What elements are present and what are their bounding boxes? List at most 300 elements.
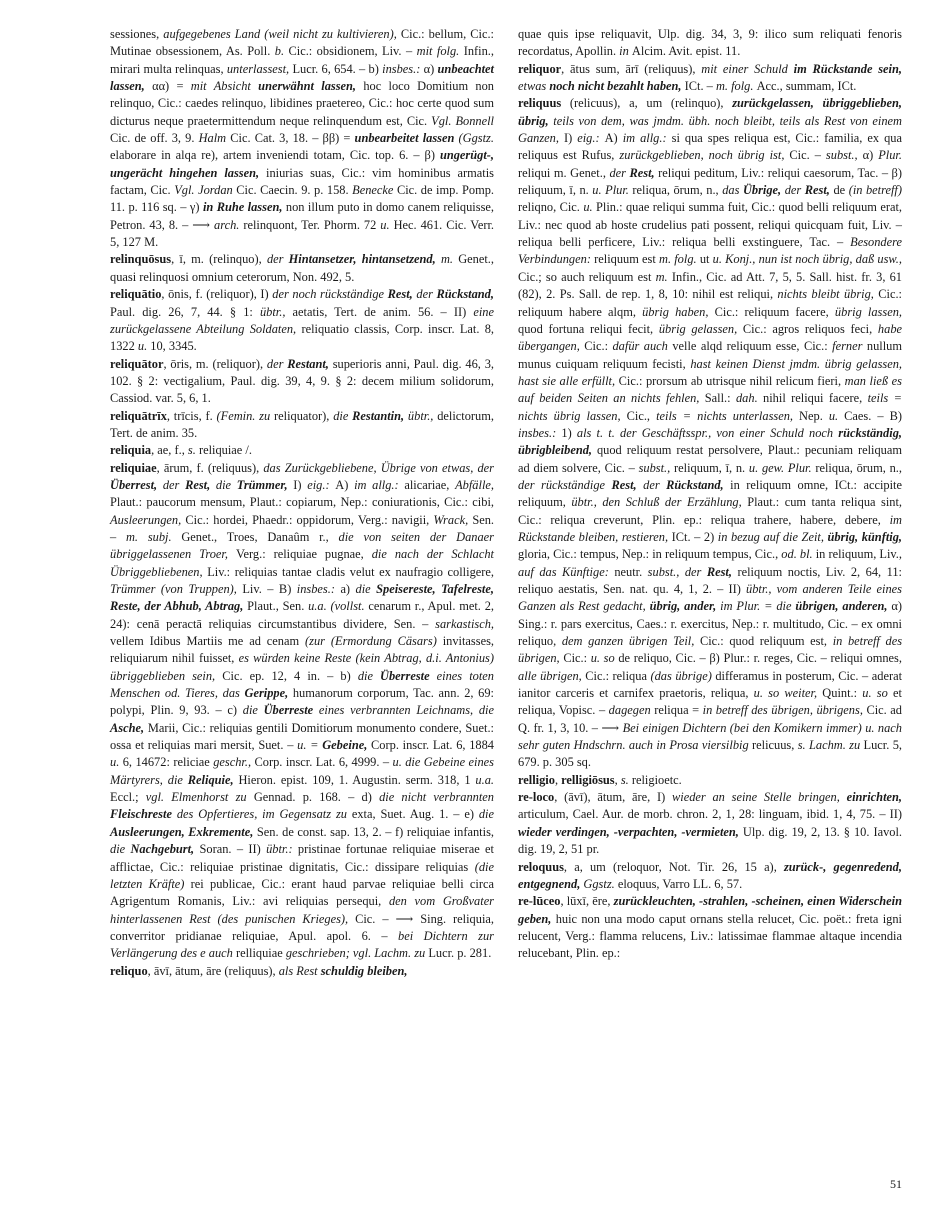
entry-text: der [784, 183, 805, 198]
entry-text: quod reliquum restat persolvere, Plaut.: pecuniam reliquam ad diem solvere, Cic. – [518, 443, 902, 475]
entry-text: in bezug auf die Zeit, [717, 529, 828, 544]
entry-text: schuldig bleiben, [320, 963, 408, 978]
entry-text: nullum munus cuiquam reliquum fecisti, [518, 339, 902, 371]
entry-text: I) [563, 131, 578, 146]
entry-text: od. bl. [781, 547, 816, 562]
entry-text: dagegen [608, 703, 655, 718]
entry-text: übrig, ander, [649, 599, 721, 614]
entry-text: Quint.: [822, 686, 863, 701]
entry-text: zurückleuchten, -strahlen, -scheinen, einen Widerschein geben, [518, 894, 902, 926]
dictionary-entry [110, 408, 494, 443]
entry-text: Halm [198, 131, 231, 146]
entry-text: a) [340, 582, 356, 596]
entry-text: die [110, 842, 131, 857]
entry-text: wieder verdingen, -verpachten, -vermieten, [518, 824, 743, 839]
entry-text: Überreste [263, 703, 319, 718]
headword: reliquor [518, 61, 562, 76]
entry-text: delictorum, Tert. de anim. 35. [110, 408, 494, 440]
entry-text: die nicht verbrannten [379, 790, 494, 805]
entry-text: I) [293, 477, 308, 492]
entry-text: alle übrigen, [518, 668, 586, 683]
entry-text: Cic.: obsidionem, Liv. – [288, 44, 417, 59]
entry-text: teils von dem, was jmdm. übh. noch bleibt, teils als Rest von einem Ganzen, [518, 113, 902, 146]
entry-text: , ōris, m. (reliquor), [163, 356, 267, 371]
entry-text: pristinae fortunae reliquiae miserae et afflictae, Cic.: reliquiae pristinae dignitatis, Cic.: dissipare reliquias [110, 842, 494, 874]
entry-text: relicuus, [752, 738, 798, 753]
headword: relligio [518, 772, 555, 787]
entry-text: quae quis ipse reliquavit, Ulp. dig. 34, 3, 9: ilico sum reliquati fenoris recordatus, Apollin. [518, 27, 902, 59]
entry-text: relinquont, Ter. Phorm. 72 [243, 217, 381, 232]
entry-text: Cic.: [584, 339, 613, 354]
entry-text: reliqua, ōrum, n., [815, 460, 902, 475]
entry-text: eines toten Menschen od. Tieres, das [110, 668, 494, 701]
entry-text: u. [137, 339, 151, 354]
entry-text: insbes.: [296, 582, 341, 596]
entry-text: α) [862, 148, 879, 163]
entry-text: die von seiten der Danaer übriggelassenen Troer, [110, 529, 494, 562]
entry-text: , trīcis, f. [166, 408, 217, 423]
entry-text: Cic.: prorsum ab utrisque nihil relicum fieri, [618, 373, 845, 388]
entry-text: Cic.: bellum, Cic.: Mutinae obsessionem, As. Poll. [110, 27, 494, 59]
entry-text: et reliqua, Vopisc. – [518, 686, 902, 718]
entry-text: , ātus sum, ārī (reliquus), [561, 61, 702, 76]
entry-text: Cic. – ⟶ Sing. reliquia, converritor pridianae reliquiae, Apul. apol. 6. – [110, 911, 494, 943]
headword: reliquo [110, 963, 148, 978]
entry-text: Cic. de imp. Pomp. 11. p. 116 sq. – γ) [110, 183, 494, 215]
entry-text: humanorum corporum, Tac. ann. 2, 69: polypi, Plin. 9, 93. – c) [110, 686, 494, 718]
entry-text: mit folg. [416, 44, 464, 59]
entry-text: die [478, 807, 494, 822]
entry-text: nihil reliqui facere, [763, 391, 868, 406]
entry-text: aufgegebenes Land (weil nicht zu kultivieren), [163, 27, 401, 41]
entry-text: eig.: [307, 477, 336, 492]
entry-text: des Opfertieres, im Gegensatz zu [176, 807, 352, 822]
dictionary-entry [518, 95, 902, 771]
headword: re-loco [518, 790, 555, 805]
entry-text: in betreff des übrigen, übrigens, [702, 703, 867, 718]
dictionary-entry [518, 26, 902, 61]
entry-text: Acc., summam, ICt. [756, 79, 857, 94]
entry-text: Corp. inscr. Lat. 6, 1884 [371, 738, 495, 753]
entry-text: m. [655, 269, 672, 284]
page-number: 51 [890, 1177, 902, 1191]
entry-text: A) [335, 477, 355, 492]
entry-text: (relicuus), a, um (relinquo), [561, 96, 733, 111]
entry-text: exta, Suet. Aug. 1. – e) [351, 807, 479, 822]
entry-text: habe übergangen, [518, 321, 903, 354]
entry-text: non illum puto in domo canem reliquisse, Petron. 43, 8. – ⟶ [110, 200, 494, 232]
entry-text: Plaut., Sen. [247, 599, 309, 614]
entry-text: Cic.: hordei, Phaedr.: oppidorum, Verg.: navigii, [185, 512, 434, 527]
entry-text: eines verbrannten Leichnams, die [318, 703, 494, 718]
entry-text: Asche, [110, 720, 148, 735]
entry-text: übtr., [407, 408, 438, 423]
entry-text: zurückgelassen, übriggeblieben, übrig, [518, 96, 902, 128]
entry-text: Liv.: reliquias tantae cladis velut ex naufragio colligere, [207, 564, 494, 579]
entry-text: u. so weiter, [753, 686, 823, 701]
entry-text: Rest, [611, 477, 644, 492]
entry-text: Cic.: reliquum habere alqm, [518, 287, 902, 319]
right-column [518, 26, 902, 963]
entry-text: noch nicht bezahlt haben, [549, 79, 685, 94]
entry-text: reliquum, ī, n. [674, 460, 749, 475]
entry-text: Übrige, [742, 183, 785, 198]
entry-text: u. Plur. [592, 183, 633, 198]
entry-text: velle alqd reliquum esse, Cic.: [672, 339, 833, 354]
dictionary-entry [518, 859, 902, 894]
entry-text: Liv. – B) [242, 582, 297, 596]
entry-text: wieder an seine Stelle bringen, [672, 790, 847, 805]
entry-text: neutr. [614, 564, 648, 579]
entry-text: Gennad. p. 168. – d) [253, 790, 380, 805]
entry-text: reliquiae /. [198, 443, 252, 458]
entry-text: sessiones, [110, 27, 164, 41]
entry-text: Rest, [185, 477, 216, 492]
entry-text: m. folg. [715, 79, 757, 94]
headword: relligiōsus [561, 772, 615, 787]
entry-text: geschr., [213, 755, 255, 770]
entry-text: 10, 3345. [150, 339, 197, 354]
entry-text: Caes. – B) [844, 408, 902, 423]
entry-text: (in betreff) [848, 183, 903, 198]
entry-text: Cic.: reliqua [585, 668, 651, 683]
entry-text: Cic. Caecin. 9. p. 158. [236, 183, 353, 198]
entry-text: einrichten, [846, 790, 902, 805]
entry-text: teils = nichts unterlassen, [656, 408, 800, 423]
entry-text: u. [583, 200, 597, 215]
entry-text: Rest, [629, 165, 659, 180]
entry-text: , ōnis, f. (reliquor), I) [161, 287, 273, 302]
entry-text: , lūxī, ēre, [560, 894, 614, 909]
headword: relinquōsus [110, 252, 172, 267]
entry-text: der [609, 165, 630, 180]
entry-text: Cic. ep. 12, 4 in. – b) [222, 668, 358, 683]
entry-text: vellem Idibus Martiis me ad cenam [110, 634, 306, 649]
entry-text: reliquum est [594, 252, 660, 267]
entry-text: u.a. [475, 772, 495, 787]
entry-text: u. [380, 217, 394, 232]
entry-text: Cic.: [563, 651, 591, 666]
entry-text: Marii, Cic.: reliquias gentili Domitiorum monumento condere, Suet.: ossa et reliquias mari mersit, Suet. – [110, 720, 494, 753]
entry-text: reliqua, ōrum, n., [632, 183, 723, 198]
entry-text: Hieron. epist. 109, 1. Augustin. serm. 318, 1 [238, 772, 476, 787]
entry-text: Plin.: quae reliqui summa fuit, Cic.: quod belli reliquum erat, Liv.: nec quod ab hoste crudelius pati possent, reliqui quicquam fuit, Liv. – reliqua belli perficere, Liv.: reliqua belli exstinguere, Tac. – [518, 200, 903, 250]
entry-text: Paul. dig. 26, 7, 44. § 1: [110, 304, 260, 319]
entry-text: huic non una modo caput ornans stella relucet, Cic. poët.: freta igni relucent, Verg.: flamma relucens, Liv.: latissimae flammae altaque incendia relucebant, Plin. ep.: [518, 911, 902, 961]
entry-text: dem ganzen übrigen Teil, [561, 634, 700, 649]
entry-text: Eccl.; [110, 790, 146, 805]
entry-text: etwas [518, 79, 550, 94]
entry-text: bei Dichtern zur Verlängerung des e auch [110, 928, 494, 961]
dictionary-entry [518, 893, 902, 962]
entry-text: das Zurückgebliebene, Übrige von etwas, der [263, 460, 494, 475]
entry-text: dafür auch [612, 339, 673, 354]
entry-text: nichts bleibt übrig, [777, 287, 879, 302]
entry-text: Rückstand, [666, 477, 731, 492]
entry-text: m. subj. [125, 529, 182, 544]
entry-text: Benecke [352, 183, 397, 198]
entry-text: hoc loco Domitium non relinquo, Cic.: caedes relinquo, libidines praetereo, Cic.: hoc certe quod sum dicturus neque praetermittendum neque relinquendum est, Cic. [110, 79, 494, 128]
entry-text: mit Absicht [190, 79, 259, 94]
entry-text: als Rest [278, 963, 321, 978]
entry-text: , a, um (reloquor, Not. Tir. 26, 15 a), [563, 859, 784, 874]
entry-text: , ārum, f. (reliquus), [156, 460, 264, 475]
entry-text: Reliquie, [187, 772, 239, 787]
entry-text: der rückständige [518, 477, 612, 492]
entry-text: Speisereste, Tafelreste, Reste, der Abhub, Abtrag, [110, 582, 494, 614]
entry-text: unerwähnt lassen, [258, 79, 364, 94]
headword: reloquus [518, 859, 564, 874]
entry-text: die [357, 668, 381, 683]
dictionary-entry [518, 789, 902, 858]
entry-text: , (āvī), ātum, āre, I) [554, 790, 672, 805]
entry-text: b. [274, 44, 289, 59]
entry-text: Wrack, [433, 512, 473, 527]
entry-text: (die letzten Kräfte) [110, 859, 494, 891]
dictionary-entry [110, 26, 494, 251]
entry-text: rei publicae, Cic.: erant haud parvae reliquiae belli circa Agrigentum Romanis, Liv.: avi reliquias persequi, [110, 876, 494, 909]
entry-text: de reliquo, Cic. – β) Plur.: r. reges, Cic. – reliqui omnes, [618, 651, 902, 666]
entry-text: Restant, [287, 356, 333, 371]
entry-text: die [355, 582, 377, 596]
entry-text: zurückgeblieben, noch übrig ist, [619, 148, 790, 163]
entry-text: Plur. [878, 148, 902, 163]
entry-text: mit einer Schuld [701, 61, 794, 76]
entry-text: Hec. 461. Cic. Verr. 5, 127 M. [110, 217, 495, 250]
entry-text: Trümmer, [236, 477, 294, 492]
entry-text: Cic. de off. 3, 9. [110, 131, 199, 146]
entry-text: Hintansetzer, hintansetzend, [288, 252, 441, 267]
entry-text: Überrest, [110, 477, 163, 492]
entry-text: de [833, 183, 849, 198]
entry-text: zurück-, gegenredend, entgegnend, [518, 859, 902, 891]
entry-text: eloquus, Varro LL. 6, 57. [617, 876, 743, 891]
entry-text: superioris anni, Paul. dig. 46, 3, 102. § 2: vectigalium, Paul. dig. 39, 4, 9. § 2: decem milium solidorum, Cassiod. var. 5, 6, 1. [110, 356, 494, 406]
entry-text: invitasses, reliquiarum nihil fuisset, [110, 634, 494, 666]
entry-text: die [242, 703, 264, 718]
entry-text: si qua spes reliqua est, Cic.: familia, ex qua reliquus est Rufus, [518, 131, 902, 163]
entry-text: das [722, 183, 743, 198]
entry-text: ut [699, 252, 713, 267]
entry-text: reliquatio classis, Corp. inscr. Lat. 8, 1322 [110, 321, 494, 354]
entry-text: m. [440, 252, 459, 267]
entry-text: Cic.: reliquum facere, [714, 304, 835, 319]
entry-text: übrig, künftig, [827, 529, 902, 544]
entry-text: αα) = [152, 79, 191, 94]
entry-text: übtr., vom anderen Teile eines Ganzen als Rest gedacht, [518, 582, 902, 614]
entry-text: 6, 14672: reliciae [122, 755, 214, 770]
dictionary-entry [110, 286, 494, 355]
entry-text: , ī, m. (relinquo), [171, 252, 267, 267]
entry-text: Gebeine, [322, 738, 372, 753]
entry-text: geschrieben; vgl. Lachm. zu [285, 946, 429, 961]
entry-text: Genet., Troes, Danaûm r., [181, 529, 339, 544]
entry-text: übrig haben, [642, 304, 715, 319]
entry-text: Cic. ad Q. fr. 1, 3, 10. – ⟶ [518, 703, 902, 735]
entry-text: Ulp. dig. 19, 2, 13. § 10. Iavol. dig. 19, 2, 51 pr. [518, 824, 902, 857]
left-column [110, 26, 494, 980]
entry-text: insbes.: [518, 425, 562, 440]
entry-text: Ggstz. [583, 876, 618, 891]
entry-text: der [266, 252, 289, 267]
entry-text: teils = nichts übrig lassen, [518, 391, 902, 423]
entry-text: eine zurückgelassene Abteilung Soldaten, [110, 304, 494, 336]
entry-text: Nachgeburt, [130, 842, 200, 857]
dictionary-entry [110, 356, 494, 408]
entry-text: u. gew. Plur. [748, 460, 816, 475]
entry-text: Sen. – [110, 512, 494, 544]
entry-text: Rest, [706, 564, 738, 579]
entry-text: übrig lassen, [834, 304, 902, 319]
entry-text: iniurias suas, Cic.: vim hominibus armatis factam, Cic. [110, 165, 494, 198]
entry-text: unbeachtet lassen, [110, 61, 494, 94]
entry-text: ferner [832, 339, 867, 354]
entry-text: die nach der Schlacht Übriggebliebenen, [110, 547, 494, 579]
entry-text: hast keinen Dienst jmdm. übrig gelassen, hast sie alle erfüllt, [518, 356, 903, 388]
entry-text: rückständig, übrigbleibend, [518, 425, 902, 458]
entry-text: (das übrige) [650, 668, 716, 683]
entry-text: übtr.: [266, 842, 298, 857]
entry-text: differamus in posterum, Cic. – aderat ianitor carceris et carnifex praetoris, reliqua, [518, 668, 903, 701]
headword: reliquiae [110, 460, 157, 475]
dictionary-entry [518, 61, 902, 96]
entry-text: relliquiae [235, 946, 286, 961]
entry-text: articulum, Cael. Aur. de morb. chron. 2, 1, 28: linguam, ibid. 1, 4, 75. – II) [518, 807, 902, 822]
entry-text: ICt. – 2) [671, 529, 718, 544]
entry-text: es würden keine Reste (kein Abtrag, d.i. Antonius) übriggeblieben sein, [110, 651, 494, 683]
entry-text: A) [604, 131, 623, 146]
entry-text: Restantin, [352, 408, 408, 423]
entry-text: Sall.: [704, 391, 736, 406]
entry-text: im allg.: [622, 131, 672, 146]
entry-text: Cic.: agros reliquos feci, [742, 321, 878, 336]
entry-text: die [333, 408, 353, 423]
entry-text: Ausleerungen, Exkremente, [110, 824, 257, 839]
dictionary-entry [110, 963, 494, 980]
entry-text: subst., [638, 460, 674, 475]
entry-text: Trümmer (von Truppen), [110, 582, 243, 596]
entry-text: in [619, 44, 632, 59]
entry-text: Rest, [387, 287, 417, 302]
entry-text: übrig gelassen, [658, 321, 743, 336]
entry-text: m. folg. [659, 252, 700, 267]
entry-text: Besondere Verbindungen: [518, 235, 902, 267]
entry-text: , āvī, ātum, āre (reliquus), [147, 963, 279, 978]
entry-text: reliqno, Cic. [518, 200, 584, 215]
entry-text: dah. [735, 391, 764, 406]
entry-text: subst., [825, 148, 863, 163]
entry-text: die [215, 477, 237, 492]
entry-text: in reliquum omne, ICt.: accipite reliquum, [518, 477, 902, 510]
entry-text: religioetc. [631, 772, 682, 787]
entry-text: der [162, 477, 186, 492]
entry-text: in reliquum, Liv., [815, 547, 903, 562]
entry-text: aetatis, Tert. de anim. 56. – II) [292, 304, 474, 319]
entry-text: Sen. de const. sap. 13, 2. – f) reliquiae infantis, [256, 824, 494, 839]
entry-text: der [266, 356, 288, 371]
headword: reliquātio [110, 287, 162, 302]
entry-text: u. so [862, 686, 894, 701]
entry-text: s. Lachm. zu [797, 738, 864, 753]
entry-text: elaborare in alqa re), artem inveniendi totam, Cic. top. 6. – β) [110, 148, 440, 163]
entry-text: reliqui peditum, Liv.: reliqui caesorum, Tac. – β) reliquum, ī, n. [518, 165, 902, 198]
entry-text: Alcim. Avit. epist. 11. [631, 44, 741, 59]
entry-text: der [416, 287, 437, 302]
entry-text: α) Sing.: r. pars exercitus, Caes.: r. exercitus, Nep.: r. multitudo, Cic. – ex omni reliquo, [518, 599, 902, 649]
entry-text: u. so [590, 651, 619, 666]
entry-text: s. [187, 443, 199, 458]
entry-text: als t. t. der Geschäftsspr., von einer Schuld noch [576, 425, 839, 440]
entry-text: reliquum noctis, Liv. 2, 64, 11: reliquo aestatis, Sen. nat. qu. 4, 1, 2. – II) [518, 564, 902, 596]
entry-text: α) [423, 61, 438, 76]
entry-text: Abfälle, [455, 477, 494, 492]
entry-text: ungerügt-, ungerächt hingehen lassen, [110, 148, 494, 180]
entry-text: den vom Großvater hinterlassenen Rest (des punischen Krieges), [110, 894, 495, 926]
entry-text: u. [828, 408, 845, 423]
entry-text: (Femin. zu [216, 408, 274, 423]
entry-text: Lucr. 5, 679. p. 305 sq. [518, 738, 902, 770]
entry-text: der noch rückständige [272, 287, 388, 302]
entry-text: Verg.: reliquiae pugnae, [235, 547, 372, 562]
entry-text: Plaut.: cum tanta reliqua sint, Cic.: reliqua creverunt, Plin. ep.: reliqua trahere, habere, debere, [518, 495, 903, 527]
entry-text: Cic. Cat. 3, 18. – ββ) = [230, 131, 355, 146]
entry-text: (zur (Ermordung Cäsars) [305, 634, 443, 649]
entry-text: im Plur. = die [720, 599, 796, 614]
entry-text: Ausleerungen, [110, 512, 186, 527]
entry-text: Infin., Cic. ad Att. 7, 5, 5. Sall. hist. fr. 3, 61 (82), 2. Ps. Sall. de rep. 1, 8, 10: nihil est reliqui, [518, 269, 903, 302]
entry-text: reliquator), [274, 408, 334, 423]
entry-text: übtr., [259, 304, 293, 319]
entry-text: sarkastisch, [435, 616, 494, 631]
entry-text: subst., der [647, 564, 707, 579]
entry-text: u. = [297, 738, 323, 753]
entry-text: Plaut.: paucorum mensum, Plaut.: copiarum, Nep.: coniurationis, Cic.: cibi, [110, 495, 494, 510]
entry-text: u.a. (vollst. [308, 599, 369, 614]
entry-text: reliqui m. Genet., [518, 165, 610, 180]
entry-text: Genet., quasi relinquosi omnium ceterorum, Non. 492, 5. [110, 252, 494, 284]
entry-text: eig.: [577, 131, 605, 146]
headword: reliquus [518, 96, 562, 111]
headword: re-lūceo [518, 894, 561, 909]
entry-text: Corp. inscr. Lat. 6, 4999. – [254, 755, 393, 770]
entry-text: cenarum r., Apul. met. 2, 24): cenā peractā reliquias circumstantibus dividere, Sen. – [110, 599, 494, 631]
entry-text: vgl. Elmenhorst zu [145, 790, 254, 805]
entry-text: im Rückstande bleiben, restieren, [518, 512, 902, 544]
headword: reliquia [110, 443, 152, 458]
entry-text: in betreff des übrigen, [518, 634, 903, 666]
entry-text: Lucr. 6, 654. – b) [292, 61, 383, 76]
entry-text: Cic., [626, 408, 657, 423]
headword: reliquātrīx [110, 408, 167, 423]
dictionary-entry [110, 251, 494, 286]
entry-text: übrigen, anderen, [795, 599, 892, 614]
entry-text: in Ruhe lassen, [202, 200, 286, 215]
entry-text: arch. [214, 217, 244, 232]
entry-text: ICt. – [684, 79, 716, 94]
entry-text: Soran. – II) [199, 842, 267, 857]
entry-text: u. Konj., nun ist noch übrig, daß usw., [712, 252, 902, 267]
entry-text: alicariae, [404, 477, 456, 492]
entry-text: Vgl. Bonnell [431, 113, 494, 128]
entry-text: übtr., den Schluß der Erzählung, [571, 495, 748, 510]
entry-text: Vgl. Jordan [174, 183, 237, 198]
entry-text: Cic.: quod reliquum est, [699, 634, 833, 649]
entry-text: Fleischreste [110, 807, 177, 822]
entry-text: unterlassest, [226, 61, 293, 76]
entry-text: quod fortuna reliqui fecit, [518, 321, 659, 336]
entry-text: u. die Gebeine eines Märtyrers, die [110, 755, 494, 787]
headword: reliquātor [110, 356, 164, 371]
